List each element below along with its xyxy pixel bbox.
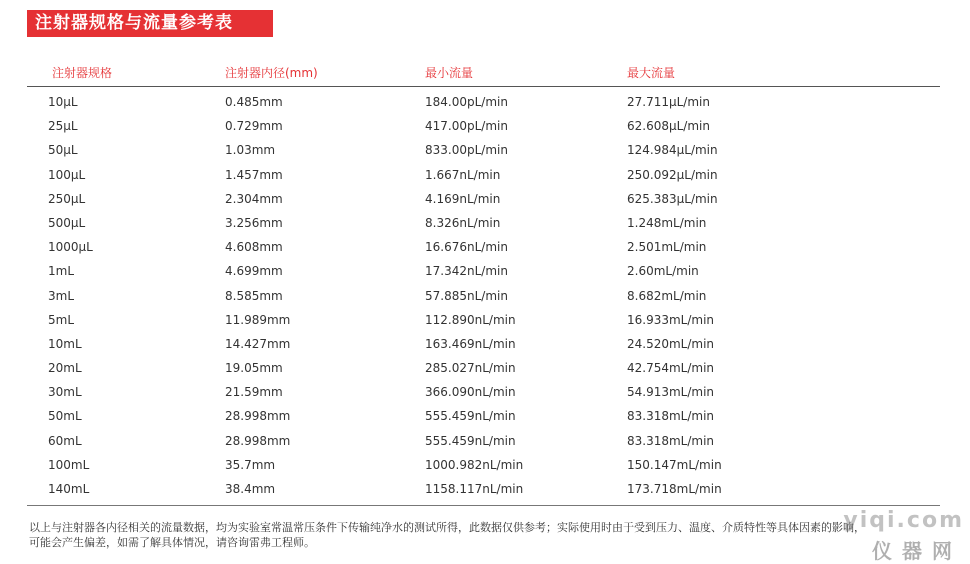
cell-max-flow: 173.718mL/min bbox=[627, 482, 722, 496]
cell-max-flow: 8.682mL/min bbox=[627, 288, 707, 303]
page-title: 注射器规格与流量参考表 bbox=[27, 10, 273, 37]
cell-spec: 10μL bbox=[48, 95, 78, 109]
cell-spec: 5mL bbox=[48, 312, 75, 327]
table-row bbox=[0, 138, 970, 162]
cell-min-flow: 17.342nL/min bbox=[425, 264, 508, 279]
cell-spec: 20mL bbox=[48, 361, 82, 376]
cell-spec: 30mL bbox=[48, 385, 82, 400]
column-header-inner-diameter: 注射器内径(mm) bbox=[225, 66, 318, 80]
cell-max-flow: 24.520mL/min bbox=[627, 336, 715, 351]
cell-inner-diameter: 3.256mm bbox=[225, 215, 283, 230]
table-row bbox=[0, 114, 970, 138]
table-row bbox=[0, 404, 970, 428]
cell-max-flow: 625.383μL/min bbox=[627, 191, 718, 206]
table-row bbox=[0, 187, 970, 211]
cell-inner-diameter: 0.729mm bbox=[225, 119, 283, 134]
cell-spec: 500μL bbox=[48, 215, 86, 230]
cell-min-flow: 16.676nL/min bbox=[425, 240, 508, 255]
cell-max-flow: 16.933mL/min bbox=[627, 312, 715, 327]
cell-min-flow: 184.00pL/min bbox=[425, 95, 508, 109]
cell-spec: 60mL bbox=[48, 433, 82, 448]
cell-inner-diameter: 4.699mm bbox=[225, 264, 283, 279]
cell-spec: 50μL bbox=[48, 143, 78, 158]
cell-min-flow: 8.326nL/min bbox=[425, 215, 501, 230]
cell-max-flow: 62.608μL/min bbox=[627, 119, 710, 134]
watermark-domain: yiqi.com bbox=[843, 508, 964, 533]
table-row bbox=[0, 453, 970, 477]
table-row bbox=[0, 308, 970, 332]
cell-spec: 3mL bbox=[48, 288, 75, 303]
table-row bbox=[0, 332, 970, 356]
cell-inner-diameter: 35.7mm bbox=[225, 457, 276, 472]
cell-min-flow: 417.00pL/min bbox=[425, 119, 508, 134]
cell-max-flow: 42.754mL/min bbox=[627, 361, 715, 376]
cell-spec: 1000μL bbox=[48, 240, 93, 255]
cell-max-flow: 150.147mL/min bbox=[627, 457, 722, 472]
cell-min-flow: 555.459nL/min bbox=[425, 433, 516, 448]
table-row bbox=[0, 211, 970, 235]
cell-max-flow: 83.318mL/min bbox=[627, 433, 715, 448]
cell-max-flow: 27.711μL/min bbox=[627, 95, 710, 109]
cell-max-flow: 250.092μL/min bbox=[627, 167, 718, 182]
cell-inner-diameter: 1.03mm bbox=[225, 143, 276, 158]
cell-inner-diameter: 14.427mm bbox=[225, 336, 291, 351]
cell-inner-diameter: 2.304mm bbox=[225, 191, 283, 206]
table-bottom-rule bbox=[27, 505, 940, 506]
cell-max-flow: 54.913mL/min bbox=[627, 385, 715, 400]
cell-min-flow: 4.169nL/min bbox=[425, 191, 501, 206]
table-row bbox=[0, 163, 970, 187]
cell-inner-diameter: 28.998mm bbox=[225, 433, 291, 448]
cell-spec: 1mL bbox=[48, 264, 75, 279]
cell-max-flow: 83.318mL/min bbox=[627, 409, 715, 424]
table-header bbox=[0, 64, 970, 82]
cell-spec: 250μL bbox=[48, 191, 86, 206]
cell-min-flow: 1000.982nL/min bbox=[425, 457, 524, 472]
cell-inner-diameter: 1.457mm bbox=[225, 167, 283, 182]
table-row bbox=[0, 477, 970, 501]
cell-min-flow: 1158.117nL/min bbox=[425, 482, 524, 496]
cell-spec: 50mL bbox=[48, 409, 82, 424]
cell-min-flow: 163.469nL/min bbox=[425, 336, 516, 351]
cell-spec: 100μL bbox=[48, 167, 86, 182]
cell-max-flow: 124.984μL/min bbox=[627, 143, 718, 158]
table-body bbox=[0, 90, 970, 501]
cell-min-flow: 1.667nL/min bbox=[425, 167, 501, 182]
footnote-line-1: 以上与注射器各内径相关的流量数据，均为实验室常温常压条件下传输纯净水的测试所得，此数据仅供参考；实际使用时由于受到压力、温度、介质特性等具体因素的影响， bbox=[29, 521, 865, 534]
cell-inner-diameter: 28.998mm bbox=[225, 409, 291, 424]
table-top-rule bbox=[27, 86, 940, 87]
cell-max-flow: 2.501mL/min bbox=[627, 240, 707, 255]
footnote bbox=[29, 520, 964, 550]
cell-min-flow: 555.459nL/min bbox=[425, 409, 516, 424]
cell-spec: 25μL bbox=[48, 119, 78, 134]
cell-inner-diameter: 19.05mm bbox=[225, 361, 283, 376]
cell-min-flow: 57.885nL/min bbox=[425, 288, 508, 303]
table-row bbox=[0, 90, 970, 114]
column-header-max-flow: 最大流量 bbox=[627, 66, 676, 80]
cell-spec: 10mL bbox=[48, 336, 82, 351]
cell-inner-diameter: 4.608mm bbox=[225, 240, 283, 255]
table-row bbox=[0, 235, 970, 259]
cell-inner-diameter: 11.989mm bbox=[225, 312, 291, 327]
cell-min-flow: 285.027nL/min bbox=[425, 361, 516, 376]
table-row bbox=[0, 356, 970, 380]
table-row bbox=[0, 429, 970, 453]
cell-max-flow: 2.60mL/min bbox=[627, 264, 699, 279]
column-header-min-flow: 最小流量 bbox=[425, 66, 474, 80]
column-header-spec: 注射器规格 bbox=[52, 66, 113, 80]
table-row bbox=[0, 259, 970, 283]
table-row bbox=[0, 380, 970, 404]
cell-max-flow: 1.248mL/min bbox=[627, 215, 707, 230]
watermark-logo-text: 仪器网 bbox=[872, 539, 962, 563]
table-row bbox=[0, 284, 970, 308]
footnote-line-2: 可能会产生偏差，如需了解具体情况，请咨询雷弗工程师。 bbox=[29, 536, 315, 549]
cell-inner-diameter: 21.59mm bbox=[225, 385, 283, 400]
cell-spec: 100mL bbox=[48, 457, 90, 472]
cell-inner-diameter: 0.485mm bbox=[225, 95, 283, 109]
cell-min-flow: 366.090nL/min bbox=[425, 385, 516, 400]
cell-min-flow: 833.00pL/min bbox=[425, 143, 508, 158]
cell-spec: 140mL bbox=[48, 482, 90, 496]
cell-inner-diameter: 8.585mm bbox=[225, 288, 283, 303]
cell-inner-diameter: 38.4mm bbox=[225, 482, 276, 496]
cell-min-flow: 112.890nL/min bbox=[425, 312, 516, 327]
